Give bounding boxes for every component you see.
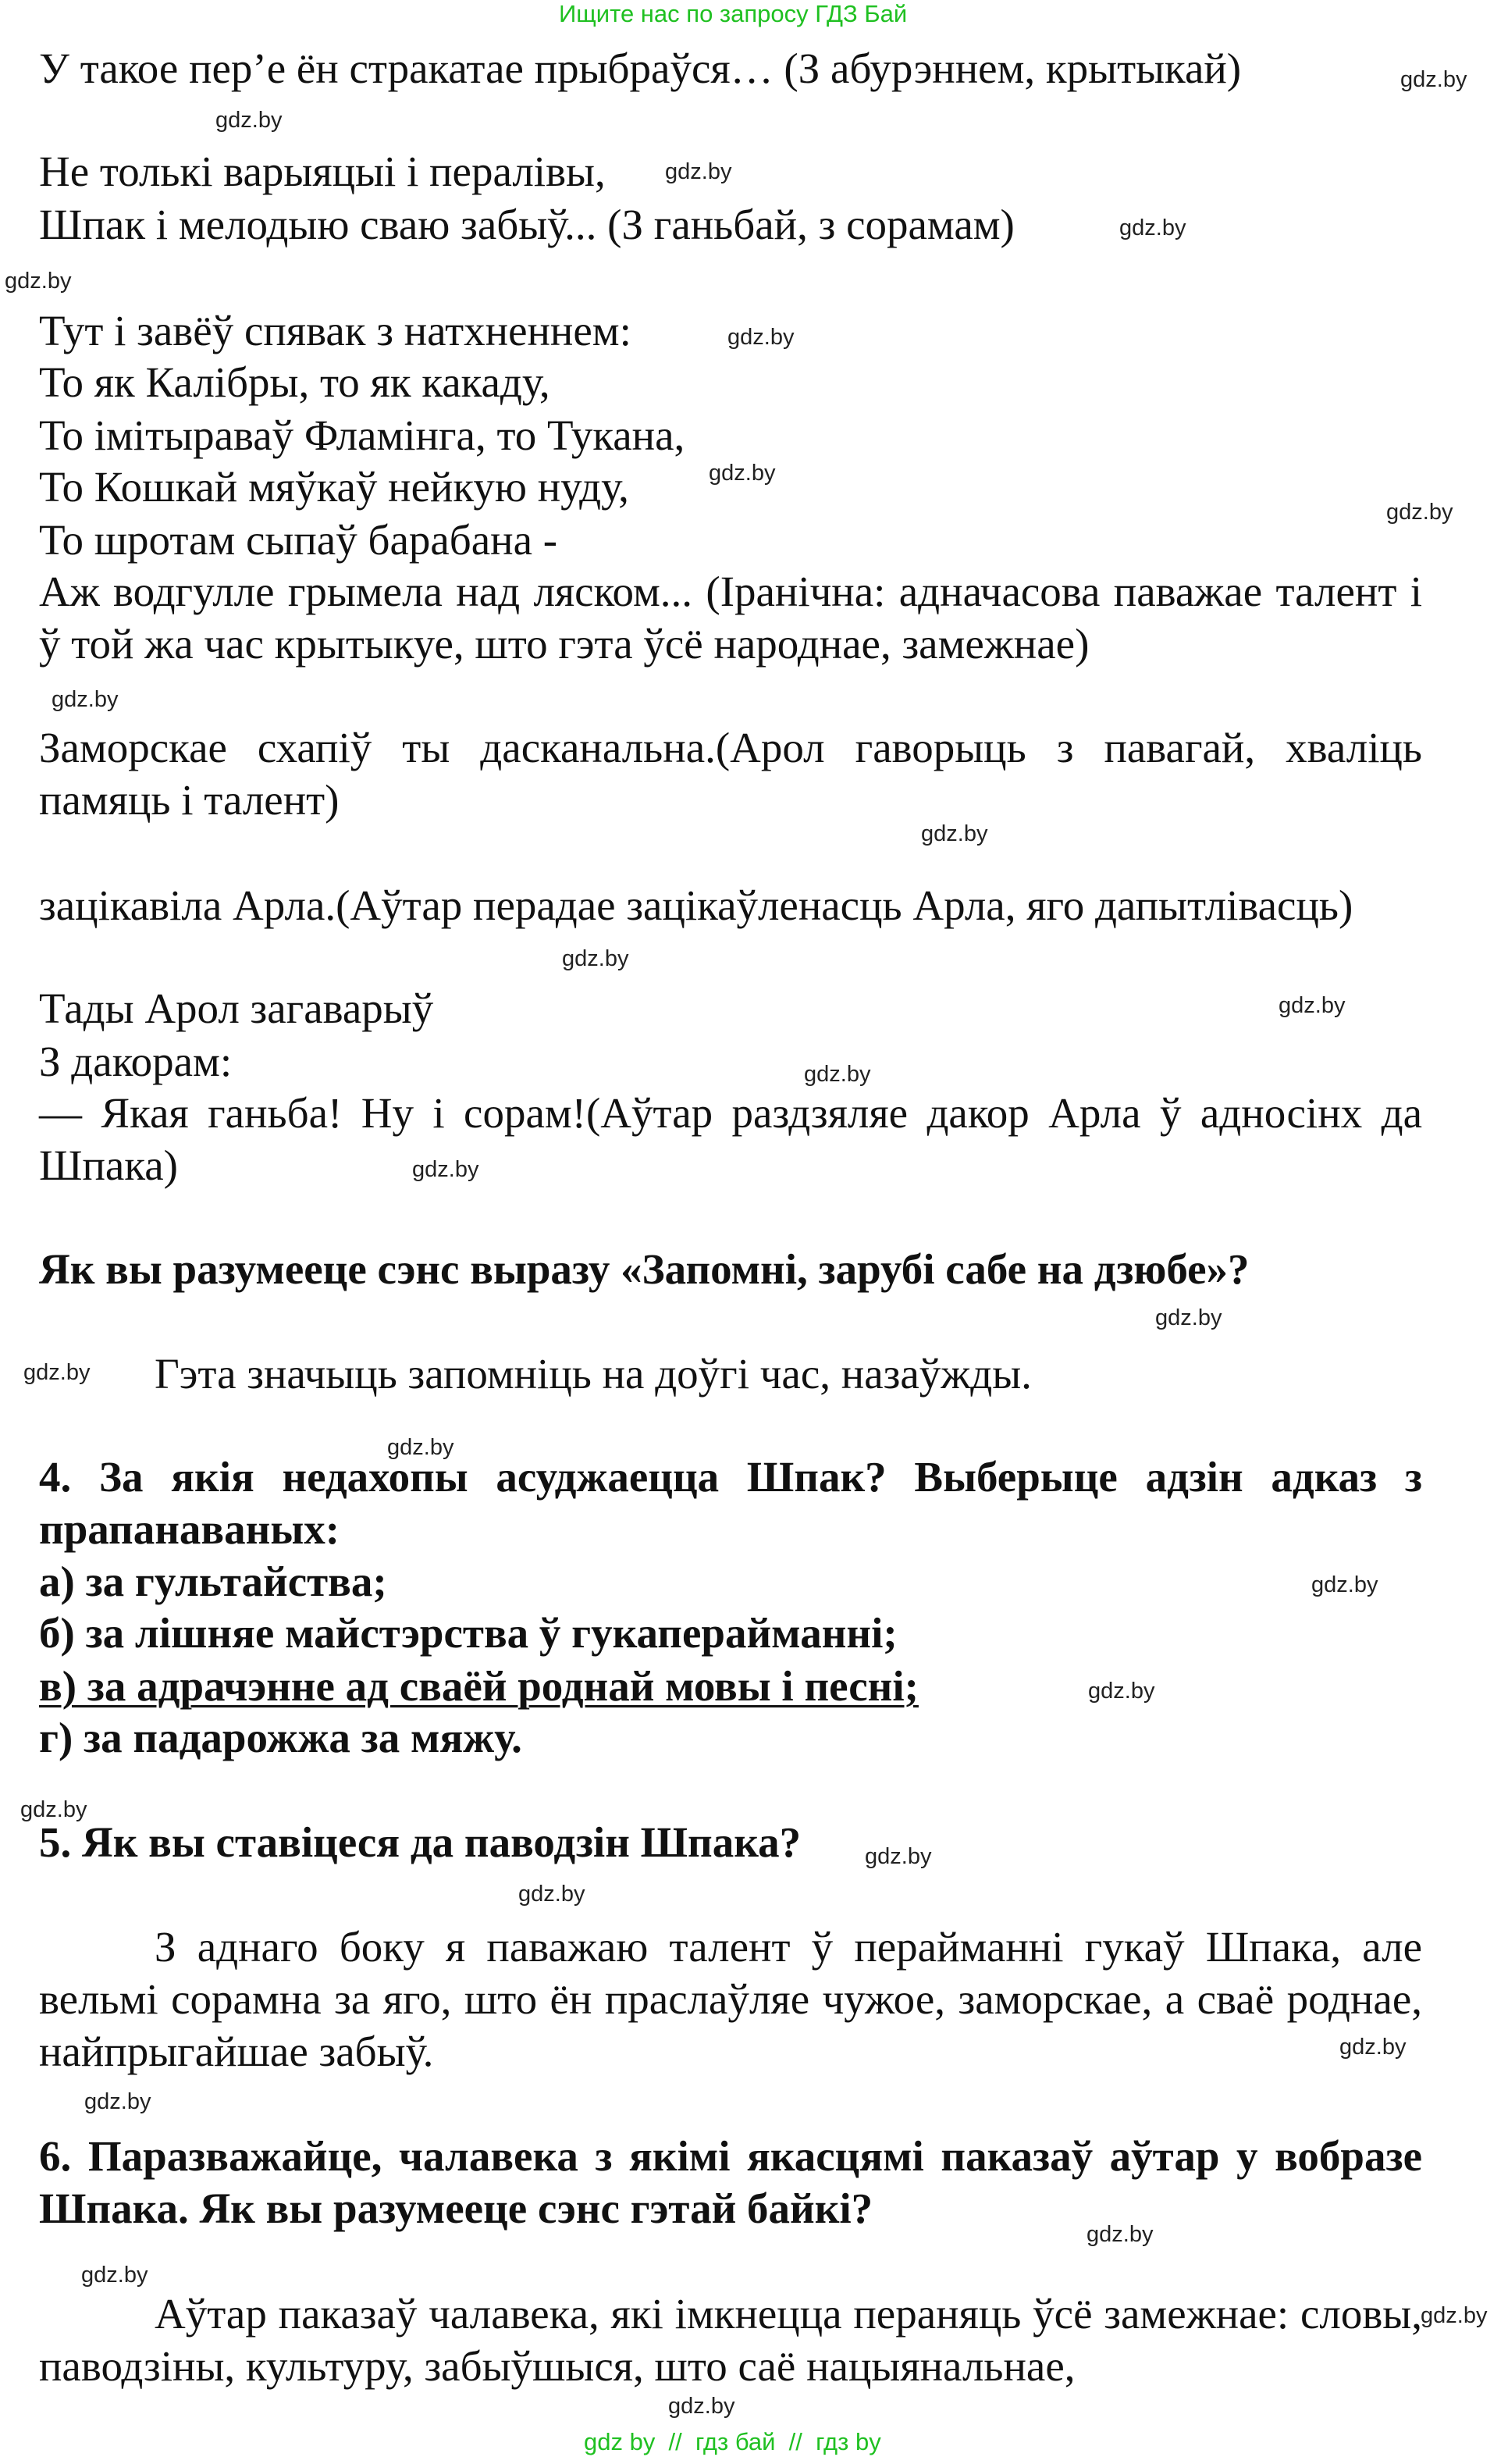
watermark: gdz.by <box>1119 215 1186 240</box>
poem-line: То як Калібры, то як какаду, <box>39 358 550 406</box>
watermark: gdz.by <box>727 325 795 350</box>
option-c-selected: в) за адрачэнне ад сваёй роднай мовы і песні; <box>39 1662 919 1710</box>
watermark: gdz.by <box>1339 2035 1407 2060</box>
watermark: gdz.by <box>921 821 988 846</box>
watermark: gdz.by <box>20 1797 87 1822</box>
poem-line: То шротам сыпаў барабана - <box>39 516 558 564</box>
footer-links[interactable]: gdz by // гдз бай // гдз by <box>584 2428 881 2455</box>
watermark: gdz.by <box>1400 67 1467 92</box>
poem-line: У такое пер’е ён стракатае прыбраўся… (З абурэннем, крытыкай) <box>39 45 1242 92</box>
watermark: gdz.by <box>23 1360 91 1385</box>
answer-5: З аднаго боку я паважаю талент ў перайманні гукаў Шпака, але вельмі сорамна за яго, што ён праслаўляе чужое, заморскае, а сваё роднае, найпрыгайшае забыў. <box>39 1923 1422 2075</box>
watermark: gdz.by <box>5 269 72 294</box>
watermark: gdz.by <box>215 108 283 133</box>
poem-line: Тады Арол загаварыў <box>39 985 434 1032</box>
watermark: gdz.by <box>865 1844 932 1869</box>
watermark: gdz.by <box>1087 2222 1154 2247</box>
poem-line: Аж водгулле грымела над ляском... (Іранічна: адначасова паважае талент і ў той жа час крытыкуе, што гэта ўсё народнае, замежнае) <box>39 568 1422 668</box>
watermark: gdz.by <box>52 687 119 712</box>
answer-phrase: Гэта значыць запомніць на доўгі час, назаўжды. <box>155 1350 1032 1398</box>
option-b: б) за лішняе майстэрства ў гукаперайманні; <box>39 1609 898 1657</box>
option-a: а) за гультайства; <box>39 1558 387 1605</box>
watermark: gdz.by <box>1421 2303 1488 2328</box>
poem-line: Не толькі варыяцыі і пералівы, <box>39 148 606 195</box>
watermark: gdz.by <box>1155 1305 1222 1330</box>
watermark: gdz.by <box>665 159 732 184</box>
watermark: gdz.by <box>84 2089 151 2114</box>
poem-line: Тут і завёў спявак з натхненнем: <box>39 307 631 354</box>
header-banner[interactable]: Ищите нас по запросу ГДЗ Бай <box>559 0 908 27</box>
poem-line: зацікавіла Арла.(Аўтар перадае зацікаўленасць Арла, яго дапытлівасць) <box>39 881 1353 929</box>
watermark: gdz.by <box>412 1157 479 1182</box>
watermark: gdz.by <box>1088 1679 1155 1704</box>
poem-line: Шпак і мелодыю сваю забыў... (З ганьбай, з сорамам) <box>39 201 1015 248</box>
watermark: gdz.by <box>1386 500 1453 525</box>
question-4: 4. За якія недахопы асуджаецца Шпак? Выберыце адзін адказ з прапанаваных: <box>39 1453 1422 1553</box>
poem-line: З дакорам: <box>39 1038 233 1085</box>
poem-line: — Якая ганьба! Ну і сорам!(Аўтар раздзяляе дакор Арла ў адносінх да Шпака) <box>39 1089 1422 1189</box>
watermark: gdz.by <box>709 461 776 486</box>
question-5: 5. Як вы ставіцеся да паводзін Шпака? <box>39 1818 802 1866</box>
watermark: gdz.by <box>518 1882 585 1907</box>
watermark: gdz.by <box>1311 1572 1378 1597</box>
watermark: gdz.by <box>804 1062 871 1087</box>
watermark: gdz.by <box>668 2394 735 2419</box>
watermark: gdz.by <box>387 1435 454 1460</box>
poem-line: То імітыраваў Фламінга, то Тукана, <box>39 411 685 459</box>
answer-6: Аўтар паказаў чалавека, які імкнецца пераняць ўсё замежнае: словы, паводзіны, культуру, забыўшыся, што саё нацыянальнае, <box>39 2290 1422 2390</box>
watermark: gdz.by <box>562 946 629 971</box>
watermark: gdz.by <box>1279 993 1346 1018</box>
question-phrase: Як вы разумееце сэнс выразу «Запомні, зарубі сабе на дзюбе»? <box>39 1245 1250 1293</box>
poem-line: То Кошкай мяўкаў нейкую нуду, <box>39 463 629 511</box>
option-d: г) за падарожжа за мяжу. <box>39 1714 522 1761</box>
question-6: 6. Паразважайце, чалавека з якімі якасцямі паказаў аўтар у вобразе Шпака. Як вы разумееце сэнс гэтай байкі? <box>39 2132 1422 2232</box>
watermark: gdz.by <box>81 2263 148 2288</box>
poem-line: Заморскае схапіў ты дасканальна.(Арол гаворыць з павагай, хваліць памяць і талент) <box>39 724 1422 824</box>
